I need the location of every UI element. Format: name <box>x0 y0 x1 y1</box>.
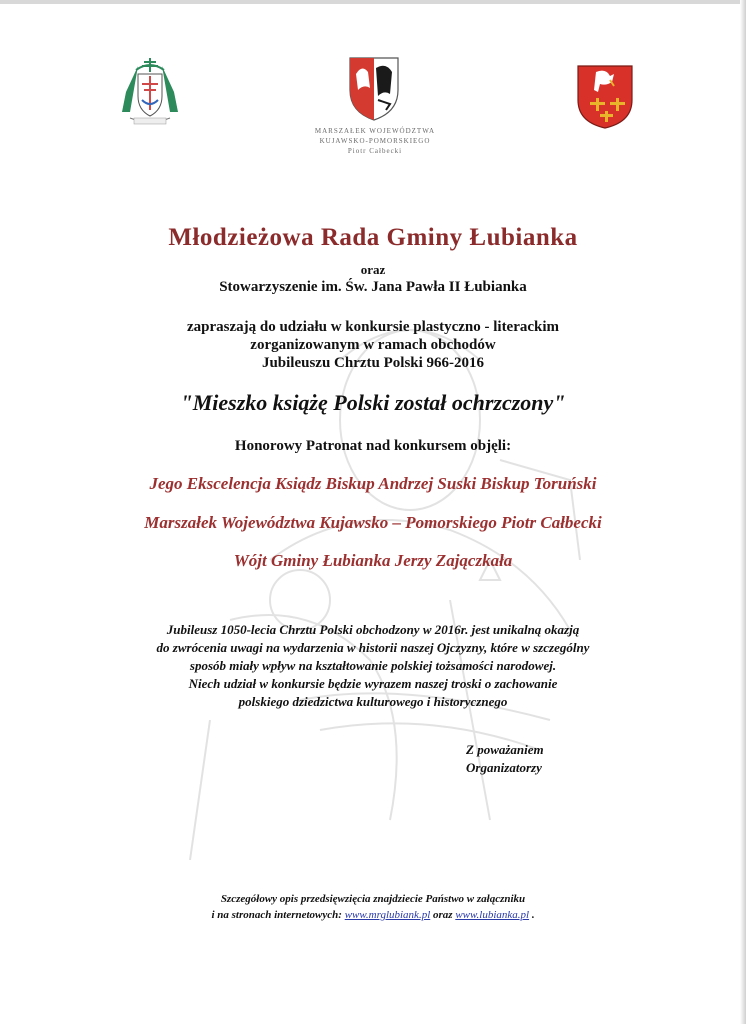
marshal-office-caption <box>290 126 460 156</box>
signature-greeting: Z poważaniem <box>466 742 544 757</box>
footer-prefix: i na stronach internetowych: <box>211 909 345 921</box>
patron-mayor: Wójt Gminy Łubianka Jerzy Zajączkała <box>233 551 513 570</box>
link-mrglubiank[interactable]: www.mrglubiank.pl <box>344 909 431 921</box>
paragraph-line: do zwrócenia uwagi na wydarzenia w historii naszej Ojczyzny, które w szczególny <box>156 640 590 655</box>
paragraph-line: polskiego dziedzictwa kulturowego i historycznego <box>238 694 508 709</box>
signature-organizers: Organizatorzy <box>466 760 542 775</box>
patron-bishop: Jego Ekscelencja Ksiądz Biskup Andrzej Suski Biskup Toruński <box>149 474 597 493</box>
scan-edge-top <box>0 0 746 4</box>
marshal-line-1: MARSZAŁEK WOJEWÓDZTWA <box>314 127 436 135</box>
footer-end: . <box>529 909 535 921</box>
gmina-coat-of-arms-icon <box>576 64 634 130</box>
contest-title: "Mieszko książę Polski został ochrzczony" <box>180 390 566 415</box>
scan-edge-right <box>740 0 746 1024</box>
invitation-line: Jubileuszu Chrztu Polski 966-2016 <box>261 355 485 371</box>
signature-block <box>466 741 544 777</box>
invitation-line: zapraszają do udziału w konkursie plastyczno - literackim <box>186 319 560 335</box>
document-title: Młodzieżowa Rada Gminy Łubianka <box>168 224 578 251</box>
jubilee-paragraph <box>0 621 746 711</box>
paragraph-line: Niech udział w konkursie będzie wyrazem naszej troski o zachowanie <box>188 676 558 691</box>
association-name: Stowarzyszenie im. Św. Jana Pawła II Łubianka <box>219 279 527 295</box>
paragraph-line: Jubileusz 1050-lecia Chrztu Polski obchodzony w 2016r. jest unikalną okazją <box>166 622 580 637</box>
patron-marshal: Marszałek Województwa Kujawsko – Pomorskiego Piotr Całbecki <box>144 513 602 532</box>
link-lubianka[interactable]: www.lubianka.pl <box>455 909 530 921</box>
paragraph-line: sposób miały wpływ na kształtowanie polskiej tożsamości narodowej. <box>189 658 557 673</box>
bishop-coat-of-arms-icon <box>116 52 184 136</box>
footer-line-2 <box>0 907 746 923</box>
footer-oraz: oraz <box>430 909 456 921</box>
voivodeship-coat-of-arms-icon <box>346 54 402 122</box>
marshal-line-3: Piotr Całbecki <box>347 147 403 155</box>
patronage-heading: Honorowy Patronat nad konkursem objęli: <box>234 438 512 454</box>
invitation-text <box>0 318 746 372</box>
oraz-text: oraz <box>360 262 386 277</box>
invitation-line: zorganizowanym w ramach obchodów <box>250 337 496 353</box>
footer-line-1: Szczegółowy opis przedsięwzięcia znajdziecie Państwo w załączniku <box>220 893 526 905</box>
marshal-line-2: KUJAWSKO-POMORSKIEGO <box>319 137 431 145</box>
footer-note <box>0 891 746 923</box>
